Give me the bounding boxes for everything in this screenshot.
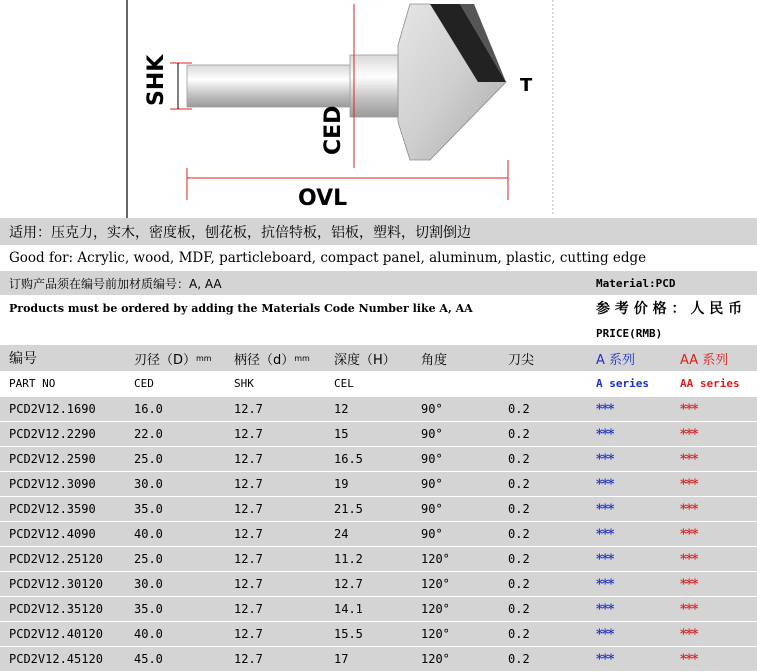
order-en-text: Products must be ordered by adding the Materials Code Number like A, AA <box>9 301 473 315</box>
cell-angle: 120° <box>421 602 450 616</box>
header-en-a: A series <box>596 377 649 390</box>
cell-ced: 35.0 <box>134 602 163 616</box>
cell-part: PCD2V12.3590 <box>9 502 96 516</box>
cell-tip: 0.2 <box>508 577 530 591</box>
cell-cel: 15.5 <box>334 627 363 641</box>
header-cn-a: A 系列 <box>596 352 636 368</box>
cell-a-price: *** <box>596 576 614 592</box>
usage-en-text: Good for: Acrylic, wood, MDF, particleboard, compact panel, aluminum, plastic, cutting edge <box>9 250 647 266</box>
cell-a-price: *** <box>596 476 614 492</box>
header-en-shk: SHK <box>234 377 254 390</box>
cell-shk: 12.7 <box>234 652 263 666</box>
header-cn-shk-label: 柄径（d） <box>234 352 295 368</box>
header-en-part: PART NO <box>9 377 56 390</box>
cell-tip: 0.2 <box>508 602 530 616</box>
header-cn-angle: 角度 <box>421 352 448 368</box>
cell-part: PCD2V12.35120 <box>9 602 103 616</box>
cell-part: PCD2V12.25120 <box>9 552 103 566</box>
cell-ced: 40.0 <box>134 627 163 641</box>
cell-cel: 12 <box>334 402 349 416</box>
material-text: Material:PCD <box>596 276 676 290</box>
header-en-row <box>0 371 757 396</box>
header-cn-tip: 刀尖 <box>508 352 535 368</box>
cell-a-price: *** <box>596 526 614 542</box>
header-cn-row <box>0 345 757 371</box>
table-row <box>0 421 757 446</box>
label-ced: CED <box>321 105 346 155</box>
cell-aa-price: *** <box>680 576 698 592</box>
header-en-cel: CEL <box>334 377 354 390</box>
header-cn-aa: AA 系列 <box>680 352 729 368</box>
spec-sheet <box>0 218 757 671</box>
cell-ced: 22.0 <box>134 427 163 441</box>
cell-shk: 12.7 <box>234 452 263 466</box>
cell-cel: 11.2 <box>334 552 363 566</box>
cell-ced: 25.0 <box>134 452 163 466</box>
cell-aa-price: *** <box>680 626 698 642</box>
cell-ced: 30.0 <box>134 477 163 491</box>
cell-tip: 0.2 <box>508 427 530 441</box>
label-shk: SHK <box>144 54 169 106</box>
cell-aa-price: *** <box>680 476 698 492</box>
price-cn-text: 参 考 价 格 ： 人 民 币 <box>596 301 743 317</box>
cell-aa-price: *** <box>680 651 698 667</box>
cell-a-price: *** <box>596 426 614 442</box>
cell-a-price: *** <box>596 651 614 667</box>
cell-ced: 16.0 <box>134 402 163 416</box>
cell-cel: 19 <box>334 477 349 491</box>
cell-angle: 90° <box>421 502 443 516</box>
cell-a-price: *** <box>596 501 614 517</box>
usage-cn-text: 适用：压克力，实木，密度板，刨花板，抗倍特板，铝板，塑料，切割倒边 <box>9 224 471 241</box>
header-cn-shk <box>225 345 310 371</box>
cell-a-price: *** <box>596 451 614 467</box>
header-cn-ced-label: 刃径（D） <box>134 352 197 368</box>
cell-angle: 120° <box>421 627 450 641</box>
table-row <box>0 546 757 571</box>
cell-shk: 12.7 <box>234 602 263 616</box>
price-en-row <box>0 321 757 345</box>
cell-aa-price: *** <box>680 526 698 542</box>
cell-angle: 90° <box>421 402 443 416</box>
header-cn-part: 编号 <box>9 351 37 367</box>
cell-part: PCD2V12.1690 <box>9 402 96 416</box>
cell-angle: 90° <box>421 527 443 541</box>
cell-tip: 0.2 <box>508 552 530 566</box>
cell-tip: 0.2 <box>508 402 530 416</box>
order-cn-text: 订购产品须在编号前加材质编号：A, AA <box>9 276 222 291</box>
cell-ced: 25.0 <box>134 552 163 566</box>
cell-cel: 15 <box>334 427 349 441</box>
label-ovl: OVL <box>298 186 348 211</box>
header-cn-ced <box>125 345 212 371</box>
table-row <box>0 496 757 521</box>
cell-a-price: *** <box>596 401 614 417</box>
cell-a-price: *** <box>596 601 614 617</box>
cell-tip: 0.2 <box>508 452 530 466</box>
cell-tip: 0.2 <box>508 627 530 641</box>
cell-a-price: *** <box>596 626 614 642</box>
cell-cel: 16.5 <box>334 452 363 466</box>
cell-part: PCD2V12.2290 <box>9 427 96 441</box>
cell-tip: 0.2 <box>508 527 530 541</box>
cell-shk: 12.7 <box>234 577 263 591</box>
cell-cel: 12.7 <box>334 577 363 591</box>
shank <box>187 65 362 107</box>
table-row <box>0 621 757 646</box>
v-bit-diagram <box>0 0 757 218</box>
cell-part: PCD2V12.3090 <box>9 477 96 491</box>
order-cn-row <box>0 271 757 295</box>
cell-shk: 12.7 <box>234 627 263 641</box>
cell-part: PCD2V12.30120 <box>9 577 103 591</box>
cell-aa-price: *** <box>680 551 698 567</box>
order-en-row <box>0 295 757 321</box>
data-rows <box>0 396 757 671</box>
table-row <box>0 521 757 546</box>
table-row <box>0 471 757 496</box>
usage-cn-row <box>0 218 757 245</box>
cell-tip: 0.2 <box>508 652 530 666</box>
cell-shk: 12.7 <box>234 527 263 541</box>
cell-angle: 90° <box>421 427 443 441</box>
table-row <box>0 571 757 596</box>
cell-angle: 120° <box>421 577 450 591</box>
cell-part: PCD2V12.4090 <box>9 527 96 541</box>
cell-angle: 90° <box>421 452 443 466</box>
cell-aa-price: *** <box>680 601 698 617</box>
cell-shk: 12.7 <box>234 502 263 516</box>
cell-shk: 12.7 <box>234 427 263 441</box>
header-cn-cel: 深度（H） <box>334 352 396 368</box>
cell-shk: 12.7 <box>234 552 263 566</box>
cell-aa-price: *** <box>680 401 698 417</box>
usage-en-row <box>0 245 757 271</box>
cell-angle: 120° <box>421 652 450 666</box>
header-en-ced: CED <box>134 377 154 390</box>
cell-cel: 24 <box>334 527 349 541</box>
cell-ced: 30.0 <box>134 577 163 591</box>
cell-shk: 12.7 <box>234 477 263 491</box>
cell-angle: 120° <box>421 552 450 566</box>
cell-ced: 40.0 <box>134 527 163 541</box>
cell-ced: 45.0 <box>134 652 163 666</box>
unit-mm: mm <box>196 353 212 363</box>
cell-cel: 17 <box>334 652 349 666</box>
cell-part: PCD2V12.40120 <box>9 627 103 641</box>
cell-part: PCD2V12.2590 <box>9 452 96 466</box>
cell-a-price: *** <box>596 551 614 567</box>
header-en-aa: AA series <box>680 377 740 390</box>
cell-aa-price: *** <box>680 501 698 517</box>
cell-cel: 14.1 <box>334 602 363 616</box>
label-t: T <box>520 75 533 96</box>
table-row <box>0 646 757 671</box>
price-en-text: PRICE(RMB) <box>596 326 663 340</box>
cell-tip: 0.2 <box>508 502 530 516</box>
cell-aa-price: *** <box>680 451 698 467</box>
cell-angle: 90° <box>421 477 443 491</box>
cell-part: PCD2V12.45120 <box>9 652 103 666</box>
table-row <box>0 396 757 421</box>
cell-shk: 12.7 <box>234 402 263 416</box>
cell-cel: 21.5 <box>334 502 363 516</box>
unit-mm: mm <box>294 353 310 363</box>
table-row <box>0 446 757 471</box>
cell-tip: 0.2 <box>508 477 530 491</box>
table-row <box>0 596 757 621</box>
cell-ced: 35.0 <box>134 502 163 516</box>
cell-aa-price: *** <box>680 426 698 442</box>
